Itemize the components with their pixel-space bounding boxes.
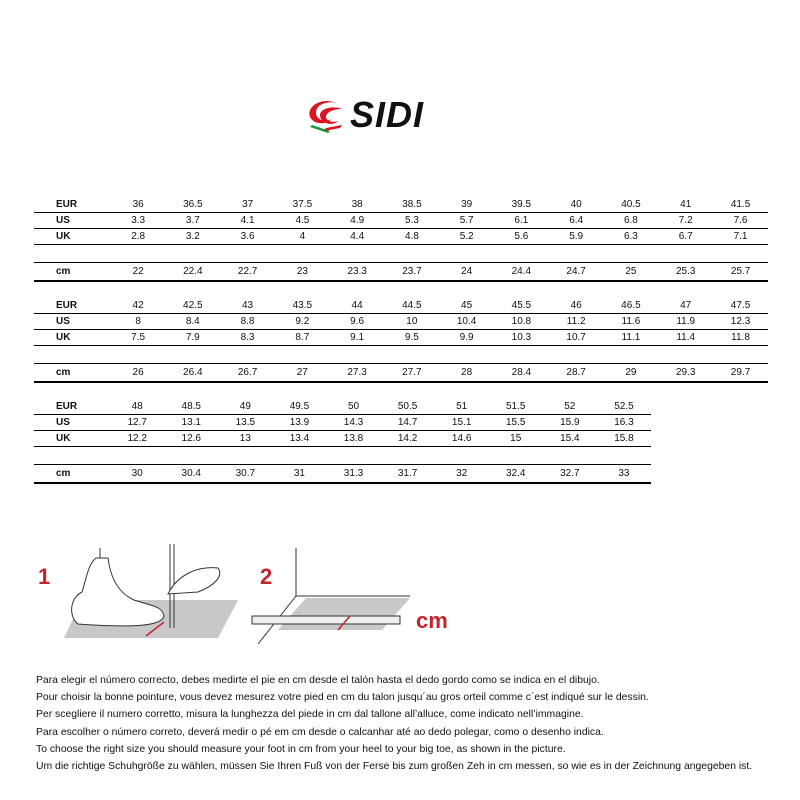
size-cell: 3.6 [220, 229, 275, 245]
size-cell: 11.2 [549, 314, 604, 330]
size-cell: 31.7 [381, 465, 435, 484]
size-cell: 45.5 [494, 298, 549, 314]
size-row-uk [34, 330, 768, 346]
size-cell: 44 [330, 298, 385, 314]
size-cell: 30.7 [218, 465, 272, 484]
size-cell: 45 [439, 298, 494, 314]
size-cell: 9.6 [330, 314, 385, 330]
size-cell: 42 [111, 298, 166, 314]
size-cell: 10.3 [494, 330, 549, 346]
size-cell: 36 [111, 197, 166, 213]
size-cell: 46.5 [604, 298, 659, 314]
size-cell: 12.2 [110, 431, 164, 447]
row-label: cm [34, 364, 111, 383]
size-cell: 52.5 [597, 399, 651, 415]
size-cell: 15 [489, 431, 543, 447]
size-cell: 15.8 [597, 431, 651, 447]
size-cell: 51 [435, 399, 489, 415]
row-label: cm [34, 465, 110, 484]
size-cell: 9.1 [330, 330, 385, 346]
size-row-us [34, 213, 768, 229]
size-table-3 [34, 399, 651, 484]
size-cell: 15.4 [543, 431, 597, 447]
size-cell: 38 [330, 197, 385, 213]
size-cell: 41 [658, 197, 713, 213]
step-1-number: 1 [38, 564, 51, 589]
size-cell: 48 [110, 399, 164, 415]
size-cell: 29 [604, 364, 659, 383]
size-cell: 27.7 [384, 364, 439, 383]
table-spacer [34, 346, 768, 364]
size-cell: 4.9 [330, 213, 385, 229]
size-cell: 38.5 [385, 197, 440, 213]
size-row-uk [34, 229, 768, 245]
size-cell: 26 [111, 364, 166, 383]
size-cell: 14.7 [381, 415, 435, 431]
size-cell: 28 [439, 364, 494, 383]
size-cell: 16.3 [597, 415, 651, 431]
size-cell: 7.2 [658, 213, 713, 229]
size-cell: 24 [439, 263, 494, 282]
size-cell: 39 [439, 197, 494, 213]
instruction-pt: Para escolher o número correto, deverá medir o pé em cm desde o calcanhar até ao dedo polegar, como o desenho indica. [36, 726, 604, 738]
size-cell: 31 [272, 465, 326, 484]
size-cell: 13 [218, 431, 272, 447]
size-cell: 22.7 [220, 263, 275, 282]
row-label: US [34, 415, 110, 431]
size-cell: 28.7 [549, 364, 604, 383]
row-label: EUR [34, 399, 110, 415]
size-cell: 4.4 [330, 229, 385, 245]
size-cell: 23 [275, 263, 330, 282]
size-cell: 10.7 [549, 330, 604, 346]
size-cell: 5.3 [385, 213, 440, 229]
size-row-us [34, 314, 768, 330]
step-2-drawing [252, 548, 410, 644]
size-cell: 15.9 [543, 415, 597, 431]
size-row-eur [34, 298, 768, 314]
size-cell: 47 [658, 298, 713, 314]
size-cell: 32.7 [543, 465, 597, 484]
size-cell: 44.5 [384, 298, 439, 314]
size-cell: 8.7 [275, 330, 330, 346]
size-cell: 2.8 [111, 229, 166, 245]
size-row-eur [34, 399, 651, 415]
size-cell: 50.5 [381, 399, 435, 415]
brand-wordmark: SIDI [350, 95, 425, 135]
size-cell: 8 [111, 314, 166, 330]
size-cell: 12.7 [110, 415, 164, 431]
size-row-cm [34, 263, 768, 282]
size-cell: 42.5 [165, 298, 220, 314]
size-cell: 14.3 [326, 415, 380, 431]
size-cell: 30.4 [164, 465, 218, 484]
size-cell: 5.7 [439, 213, 494, 229]
size-cell: 6.4 [549, 213, 604, 229]
instruction-es: Para elegir el número correcto, debes medirte el pie en cm desde el talón hasta el dedo gordo como se indica en el dibujo. [36, 675, 600, 686]
size-table-1 [34, 197, 768, 282]
size-cell: 23.3 [330, 263, 385, 282]
size-cell: 33 [597, 465, 651, 484]
size-cell: 4 [275, 229, 330, 245]
size-cell: 25 [604, 263, 659, 282]
size-cell: 43 [220, 298, 275, 314]
size-cell: 39.5 [494, 197, 549, 213]
size-cell: 50 [326, 399, 380, 415]
size-cell: 15.1 [435, 415, 489, 431]
size-row-cm [34, 364, 768, 383]
size-table-2 [34, 298, 768, 383]
size-cell: 6.3 [604, 229, 659, 245]
size-cell: 11.9 [658, 314, 713, 330]
size-cell: 7.6 [713, 213, 768, 229]
size-cell: 8.3 [220, 330, 275, 346]
size-cell: 9.5 [384, 330, 439, 346]
size-cell: 30 [110, 465, 164, 484]
row-label: UK [34, 431, 110, 447]
size-cell: 6.7 [658, 229, 713, 245]
size-row-cm [34, 465, 651, 484]
table-spacer [34, 447, 651, 465]
step-2-number: 2 [260, 564, 273, 589]
row-label: EUR [34, 298, 111, 314]
size-cell: 12.6 [164, 431, 218, 447]
size-cell: 5.2 [439, 229, 494, 245]
size-cell: 37 [220, 197, 275, 213]
size-cell: 13.5 [218, 415, 272, 431]
row-label: US [34, 314, 111, 330]
size-cell: 3.2 [165, 229, 220, 245]
size-cell: 6.1 [494, 213, 549, 229]
size-cell: 49.5 [272, 399, 326, 415]
size-cell: 14.6 [435, 431, 489, 447]
size-cell: 13.8 [326, 431, 380, 447]
brand-swirl-icon [309, 101, 342, 133]
size-cell: 47.5 [713, 298, 768, 314]
size-cell: 5.6 [494, 229, 549, 245]
size-cell: 40.5 [604, 197, 659, 213]
size-cell: 22.4 [165, 263, 220, 282]
size-cell: 28.4 [494, 364, 549, 383]
sidi-logo [302, 95, 502, 135]
size-cell: 41.5 [713, 197, 768, 213]
instruction-fr: Pour choisir la bonne pointure, vous devez mesurez votre pied en cm du talon jusqu´au gros orteil comme c´est indiqué sur le dessin. [36, 692, 649, 704]
foot-measurement-illustration [38, 540, 468, 660]
size-cell: 5.9 [549, 229, 604, 245]
size-cell: 9.2 [275, 314, 330, 330]
size-cell: 10 [384, 314, 439, 330]
size-cell: 11.8 [713, 330, 768, 346]
size-cell: 25.3 [658, 263, 713, 282]
size-cell: 23.7 [385, 263, 440, 282]
size-cell: 49 [218, 399, 272, 415]
size-cell: 52 [543, 399, 597, 415]
size-cell: 15.5 [489, 415, 543, 431]
instruction-de: Um die richtige Schuhgröße zu wählen, müssen Sie Ihren Fuß von der Ferse bis zum großen Zeh in cm messen, so wie es in der Zeichnung angegeben ist. [36, 761, 753, 773]
size-cell: 32 [435, 465, 489, 484]
row-label: EUR [34, 197, 111, 213]
size-row-uk [34, 431, 651, 447]
row-label: cm [34, 263, 111, 282]
instruction-it: Per scegliere il numero corretto, misura la lunghezza del piede in cm dal tallone all’alluce, come indicato nell’immagine. [36, 709, 584, 721]
size-cell: 43.5 [275, 298, 330, 314]
size-cell: 3.3 [111, 213, 166, 229]
size-cell: 31.3 [326, 465, 380, 484]
size-cell: 7.9 [165, 330, 220, 346]
size-cell: 27 [275, 364, 330, 383]
row-label: UK [34, 229, 111, 245]
size-cell: 12.3 [713, 314, 768, 330]
size-cell: 26.4 [165, 364, 220, 383]
size-cell: 37.5 [275, 197, 330, 213]
size-cell: 29.3 [658, 364, 713, 383]
size-cell: 40 [549, 197, 604, 213]
size-cell: 11.6 [604, 314, 659, 330]
size-cell: 24.7 [549, 263, 604, 282]
size-cell: 27.3 [330, 364, 385, 383]
step-1-drawing [64, 544, 238, 638]
size-cell: 26.7 [220, 364, 275, 383]
instructions [36, 672, 776, 775]
size-cell: 10.8 [494, 314, 549, 330]
cm-label: cm [416, 608, 448, 633]
row-label: US [34, 213, 111, 229]
size-cell: 13.4 [272, 431, 326, 447]
size-row-eur [34, 197, 768, 213]
size-cell: 13.1 [164, 415, 218, 431]
size-cell: 8.4 [165, 314, 220, 330]
size-cell: 32.4 [489, 465, 543, 484]
table-spacer [34, 245, 768, 263]
size-cell: 11.1 [604, 330, 659, 346]
size-cell: 10.4 [439, 314, 494, 330]
size-cell: 7.5 [111, 330, 166, 346]
size-cell: 48.5 [164, 399, 218, 415]
size-row-us [34, 415, 651, 431]
size-cell: 8.8 [220, 314, 275, 330]
size-cell: 24.4 [494, 263, 549, 282]
size-cell: 36.5 [165, 197, 220, 213]
size-cell: 25.7 [713, 263, 768, 282]
size-cell: 14.2 [381, 431, 435, 447]
size-cell: 4.8 [385, 229, 440, 245]
instruction-en: To choose the right size you should measure your foot in cm from your heel to your big toe, as shown in the picture. [36, 743, 566, 755]
size-cell: 7.1 [713, 229, 768, 245]
row-label: UK [34, 330, 111, 346]
size-cell: 4.5 [275, 213, 330, 229]
size-cell: 3.7 [165, 213, 220, 229]
size-cell: 11.4 [658, 330, 713, 346]
size-cell: 4.1 [220, 213, 275, 229]
size-cell: 46 [549, 298, 604, 314]
size-cell: 29.7 [713, 364, 768, 383]
size-cell: 51.5 [489, 399, 543, 415]
size-cell: 6.8 [604, 213, 659, 229]
size-cell: 13.9 [272, 415, 326, 431]
size-cell: 9.9 [439, 330, 494, 346]
size-cell: 22 [111, 263, 166, 282]
